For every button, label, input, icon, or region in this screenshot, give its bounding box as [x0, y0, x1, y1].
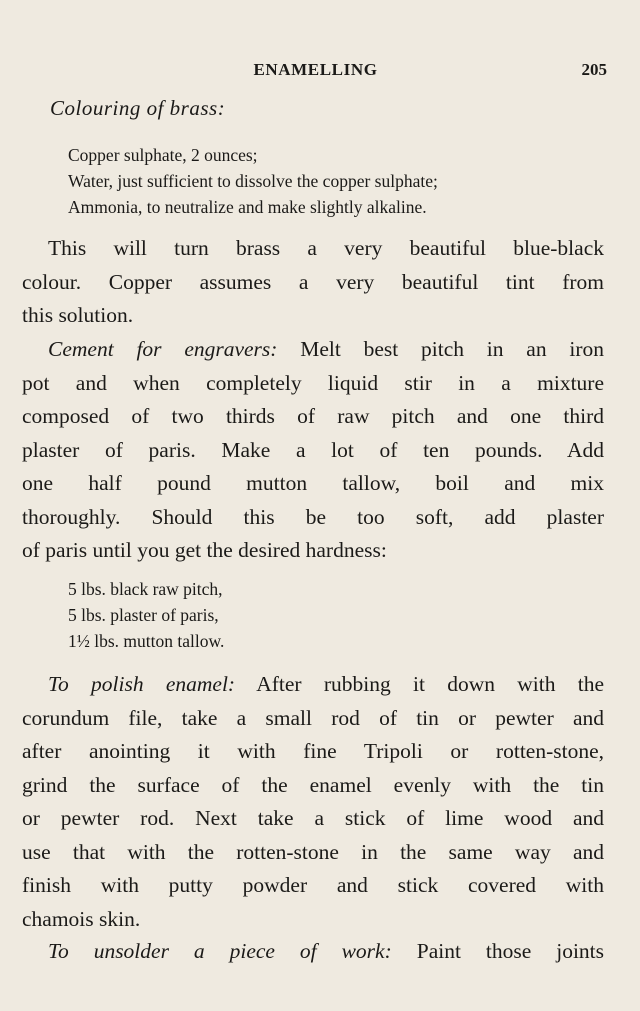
text-line: [22, 935, 604, 969]
paragraph-unsolder: [22, 935, 604, 969]
text-line: of paris until you get the desired hardness:: [22, 538, 387, 562]
text-fragment: After rubbing it down with the: [256, 672, 604, 696]
text-line: [22, 668, 604, 702]
recipe-line: Ammonia, to neutralize and make slightly alkaline.: [68, 197, 427, 217]
text-line: This will turn brass a very beautiful blue-black: [48, 236, 604, 260]
text-line: finish with putty powder and stick covered with: [22, 873, 604, 897]
text-line: [22, 333, 604, 367]
recipe-list-brass: [68, 142, 438, 220]
recipe-list-cement: [68, 576, 224, 654]
text-line: use that with the rotten-stone in the same way and: [22, 839, 604, 864]
recipe-line: 5 lbs. black raw pitch,: [68, 579, 223, 599]
paragraph-heading: To unsolder a piece of work:: [48, 939, 392, 963]
recipe-line: 5 lbs. plaster of paris,: [68, 605, 219, 625]
paragraph-polish-enamel: [22, 668, 604, 936]
page-number: 205: [581, 60, 607, 79]
text-line: pot and when completely liquid stir in a mixture: [22, 370, 604, 395]
text-line: one half pound mutton tallow, boil and mix: [22, 471, 604, 495]
text-line: chamois skin.: [22, 906, 141, 931]
text-line: corundum file, take a small rod of tin or pewter and: [22, 705, 604, 730]
paragraph-heading: To polish enamel:: [48, 672, 236, 696]
text-line: plaster of paris. Make a lot of ten pounds. Add: [22, 437, 604, 462]
text-line: or pewter rod. Next take a stick of lime wood and: [22, 806, 604, 830]
text-line: colour. Copper assumes a very beautiful tint from: [22, 269, 604, 294]
paragraph-cement-for-engravers: [22, 333, 604, 568]
paragraph-heading: Cement for engravers:: [48, 337, 278, 361]
text-line: thoroughly. Should this be too soft, add plaster: [22, 504, 604, 529]
text-line: grind the surface of the enamel evenly with the tin: [22, 772, 604, 797]
text-line: after anointing it with fine Tripoli or rotten-stone,: [22, 739, 604, 763]
recipe-line: Water, just sufficient to dissolve the copper sulphate;: [68, 171, 438, 191]
text-line: composed of two thirds of raw pitch and one third: [22, 404, 604, 428]
running-title: ENAMELLING: [253, 60, 378, 79]
recipe-line: Copper sulphate, 2 ounces;: [68, 145, 258, 165]
text-fragment: Paint those joints: [416, 939, 605, 963]
running-head: [24, 60, 607, 82]
text-line: this solution.: [22, 303, 134, 327]
text-fragment: Melt best pitch in an iron: [300, 337, 605, 361]
paragraph-brass-result: [22, 232, 604, 333]
recipe-line: 1½ lbs. mutton tallow.: [68, 631, 225, 651]
section-title: Colouring of brass:: [50, 96, 226, 120]
